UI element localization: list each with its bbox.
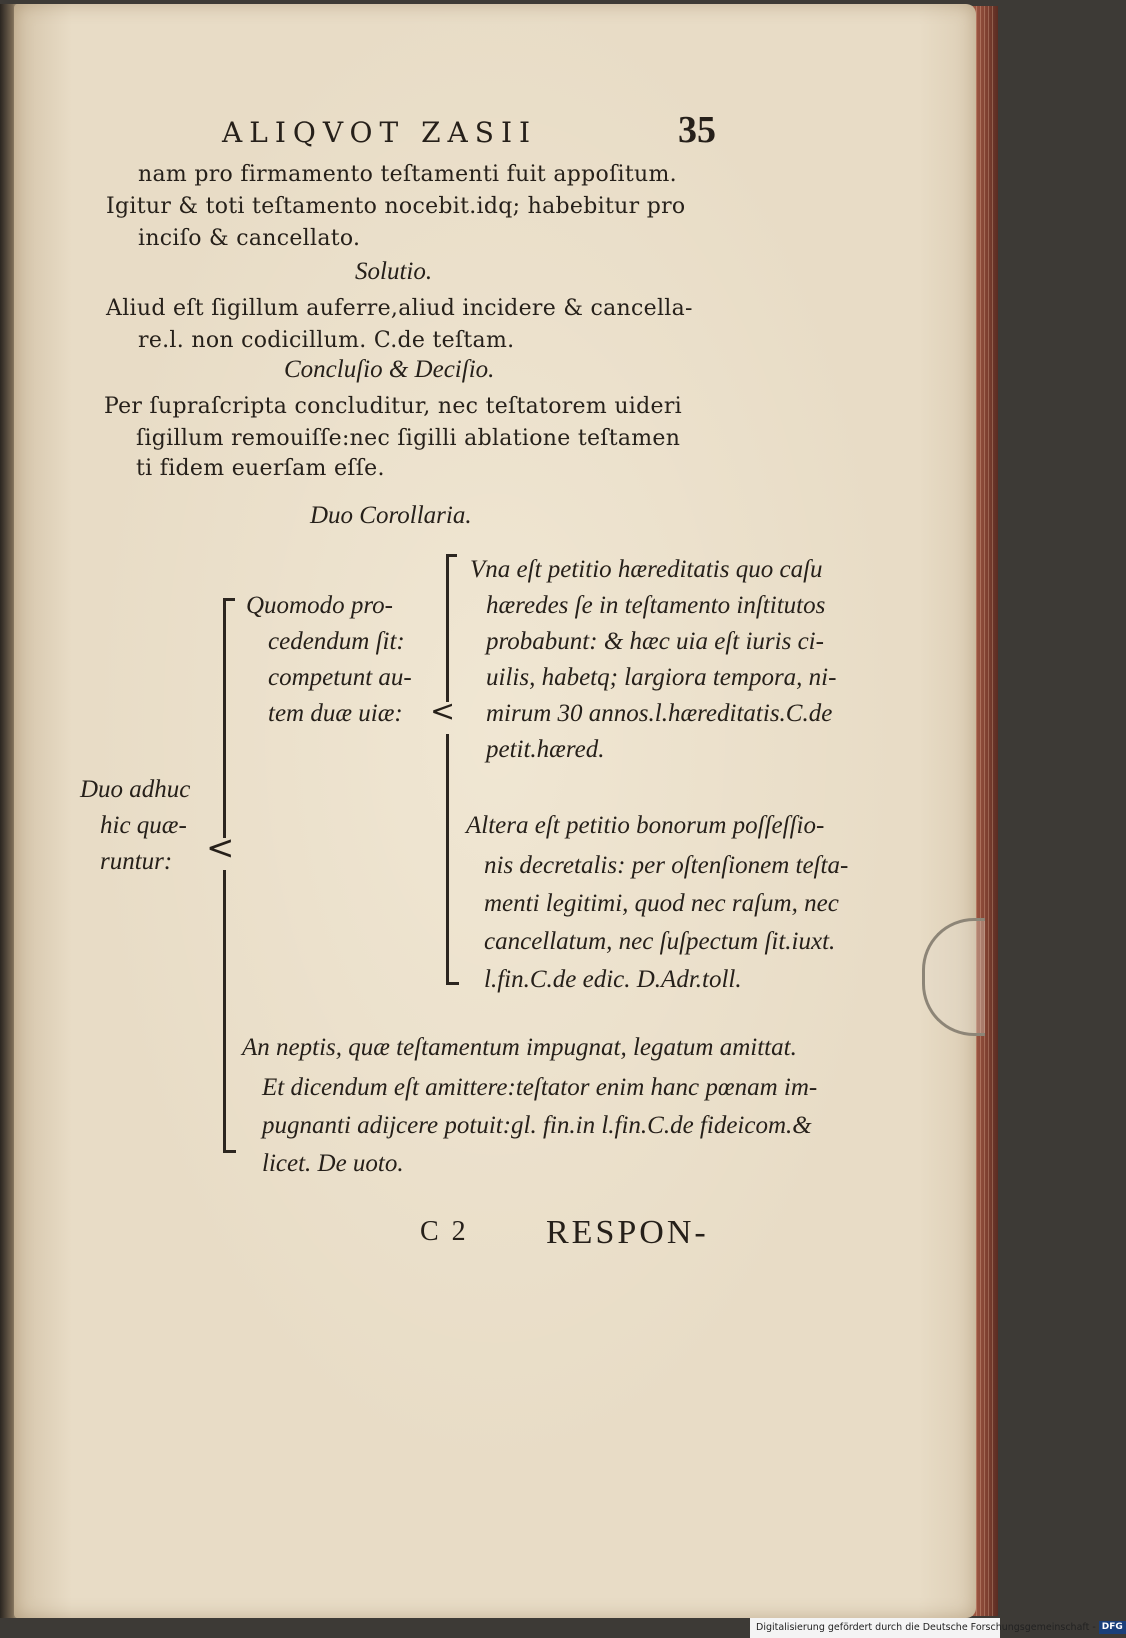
catchword: RESPON- xyxy=(546,1214,709,1251)
second-question-line-3: pugnanti adijcere potuit:gl. fin.in l.fin.C.de fideicom.& xyxy=(262,1112,812,1139)
first-question-line-2: cedendum ſit: xyxy=(268,628,405,655)
conclusio-line-1: Per ſupraſcripta concluditur, nec teſtatorem uideri xyxy=(104,394,682,419)
inner-brace-lower-bar xyxy=(446,734,449,974)
via-one-line-5: mirum 30 annos.l.hæreditatis.C.de xyxy=(486,700,833,727)
via-two-line-1: Altera eſt petitio bonorum poſſeſſio- xyxy=(466,812,825,839)
running-head: ALIQVOT ZASII xyxy=(222,116,538,149)
outer-brace-upper-bar xyxy=(223,606,226,838)
first-question-line-1: Quomodo pro- xyxy=(246,592,393,619)
via-one-line-4: uilis, habetq; largiora tempora, ni- xyxy=(486,664,837,691)
via-one-line-2: hæredes ſe in teſtamento inſtitutos xyxy=(486,592,826,619)
second-question-line-1: An neptis, quæ teſtamentum impugnat, legatum amittat. xyxy=(242,1034,797,1061)
via-two-line-5: l.fin.C.de edic. D.Adr.toll. xyxy=(484,966,742,993)
via-two-line-3: menti legitimi, quod nec raſum, nec xyxy=(484,890,839,917)
body-line-3: inciſo & cancellato. xyxy=(138,226,361,251)
first-question-line-4: tem duæ uiæ: xyxy=(268,700,403,727)
inner-brace-point: < xyxy=(430,694,456,729)
first-question-line-3: competunt au- xyxy=(268,664,412,691)
outer-brace-point: < xyxy=(206,828,235,868)
outer-label-line-3: runtur: xyxy=(100,848,173,875)
solutio-line-2: re.l. non codicillum. C.de teſtam. xyxy=(138,328,515,353)
via-one-line-6: petit.hæred. xyxy=(486,736,605,763)
conclusio-line-3: ti fidem euerſam eſſe. xyxy=(136,456,385,481)
solutio-heading: Solutio. xyxy=(355,258,433,285)
conclusio-heading: Concluſio & Deciſio. xyxy=(284,356,495,383)
signature-mark: C 2 xyxy=(420,1216,469,1247)
via-one-line-1: Vna eſt petitio hæreditatis quo caſu xyxy=(470,556,823,583)
outer-label-line-2: hic quæ- xyxy=(100,812,187,839)
second-question-line-4: licet. De uoto. xyxy=(262,1150,404,1177)
solutio-line-1: Aliud eſt ſigillum auferre,aliud incidere & cancella- xyxy=(106,296,693,321)
footer-text: Digitalisierung gefördert durch die Deutsche Forschungsgemeinschaft - xyxy=(756,1622,1096,1633)
outer-label-line-1: Duo adhuc xyxy=(80,776,191,803)
inner-brace-bottom xyxy=(446,972,459,985)
page-number: 35 xyxy=(678,109,716,151)
via-two-line-2: nis decretalis: per oſtenſionem teſta- xyxy=(484,852,849,879)
corollaria-heading: Duo Corollaria. xyxy=(310,502,472,529)
body-line-1: nam pro firmamento teſtamenti fuit appoſitum. xyxy=(138,162,677,187)
body-line-2: Igitur & toti teſtamento nocebit.idq; habebitur pro xyxy=(106,194,686,219)
digitization-footer xyxy=(750,1618,1123,1638)
via-two-line-4: cancellatum, nec ſuſpectum ſit.iuxt. xyxy=(484,928,836,955)
outer-brace-bottom xyxy=(223,1140,236,1153)
inner-brace-upper-bar xyxy=(446,562,449,702)
via-one-line-3: probabunt: & hæc uia eſt iuris ci- xyxy=(486,628,824,655)
second-question-line-2: Et dicendum eſt amittere:teſtator enim hanc pœnam im- xyxy=(262,1074,818,1101)
dfg-logo: DFG xyxy=(1099,1621,1126,1634)
outer-brace-lower-bar xyxy=(223,870,226,1150)
conclusio-line-2: ſigillum remouiſſe:nec ſigilli ablatione teſtamen xyxy=(136,426,681,451)
